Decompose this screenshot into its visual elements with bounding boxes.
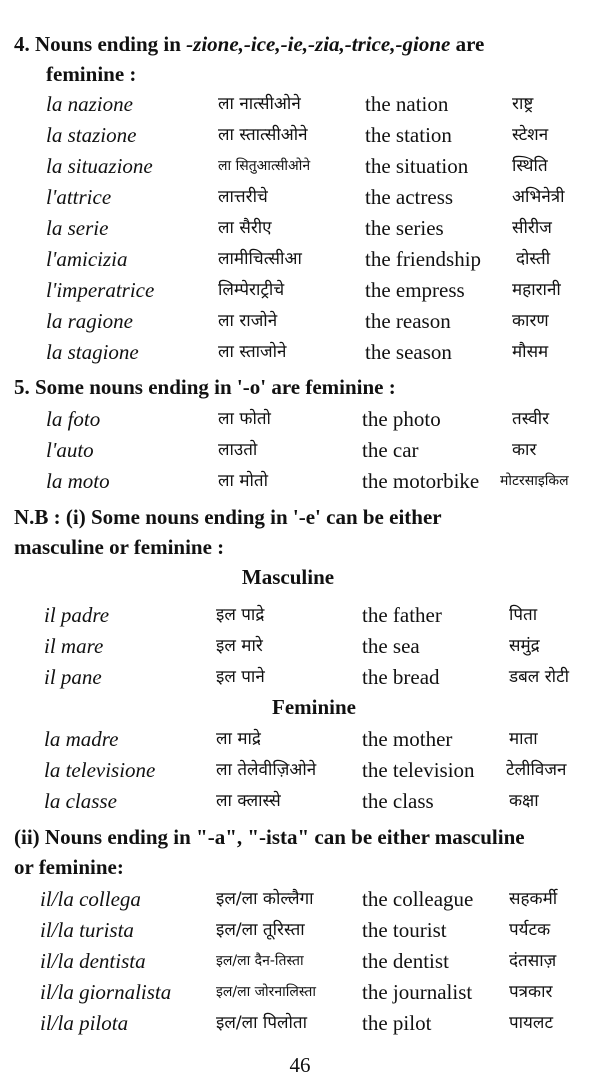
english-meaning: the pilot [362,1011,432,1035]
section-4-heading-line2: feminine : [46,62,137,86]
table-row [0,631,600,662]
hindi-translation: अभिनेत्री [512,187,565,207]
section-4-prefix: Nouns ending in [35,32,187,56]
table-row [0,915,600,946]
page-number: 46 [289,1053,311,1077]
hindi-translation: सीरीज [512,218,552,238]
hindi-pronunciation: ला स्तात्सीओने [218,125,308,145]
english-meaning: the reason [365,309,451,333]
hindi-pronunciation: ला सैरीए [218,218,272,238]
hindi-pronunciation: लाउतो [218,440,258,460]
hindi-translation: राष्ट्र [512,94,534,114]
italian-word: la serie [46,216,109,240]
english-meaning: the bread [362,665,440,689]
italian-word: l'attrice [46,185,112,209]
hindi-translation: पिता [509,605,538,625]
hindi-translation: तस्वीर [512,409,550,429]
section-4-number: 4. [14,32,30,56]
english-meaning: the season [365,340,452,364]
italian-word: la nazione [46,92,133,116]
hindi-translation: कक्षा [509,791,539,811]
table-row [0,213,600,244]
table-row [0,755,600,786]
table-row [0,724,600,755]
italian-word: il/la pilota [40,1011,129,1035]
english-meaning: the dentist [362,949,449,973]
english-meaning: the colleague [362,887,474,911]
english-meaning: the empress [365,278,465,302]
hindi-pronunciation: इल पाने [216,667,265,687]
table-row [0,120,600,151]
table-row [0,244,600,275]
table-row [0,275,600,306]
masculine-subheading: Masculine [241,565,335,589]
section-4-after: are [450,32,485,56]
table-row [0,182,600,213]
table-row [0,435,600,466]
table-row [0,337,600,368]
hindi-translation: पर्यटक [509,920,551,940]
section-5-heading: 5. Some nouns ending in '-o' are feminine : [14,375,396,399]
italian-word: il/la giornalista [40,980,172,1004]
english-meaning: the class [362,789,434,813]
section-4-heading [14,30,484,59]
english-meaning: the situation [365,154,469,178]
hindi-translation: महारानी [512,280,561,300]
english-meaning: the series [365,216,444,240]
italian-word: la situazione [46,154,153,178]
english-meaning: the car [362,438,419,462]
hindi-pronunciation: ला स्ताजोने [218,342,287,362]
hindi-pronunciation: इल/ला तूरिस्ता [216,920,305,940]
english-meaning: the station [365,123,452,147]
italian-word: la televisione [44,758,156,782]
italian-word: il padre [44,603,110,627]
section-ii-heading-line1: (ii) Nouns ending in "-a", "-ista" can be either masculine [14,825,525,849]
hindi-pronunciation: इल/ला दैन-तिस्ता [216,953,304,969]
hindi-pronunciation: लिम्पेराट्रीचे [218,280,285,300]
hindi-translation: दंतसाज़ [509,951,557,971]
table-row [0,600,600,631]
hindi-translation: सहकर्मी [509,889,558,909]
italian-word: il/la dentista [40,949,146,973]
hindi-pronunciation: ला नात्सीओने [218,94,301,114]
italian-word: la madre [44,727,119,751]
english-meaning: the photo [362,407,441,431]
table-row [0,151,600,182]
section-4-suffixes: -zione,-ice,-ie,-zia,-trice,-gione [186,32,451,56]
hindi-pronunciation: इल/ला पिलोता [216,1013,308,1033]
hindi-translation: पायलट [509,1013,554,1033]
nb-heading-line2: masculine or feminine : [14,535,225,559]
italian-word: l'auto [46,438,94,462]
table-row [0,89,600,120]
hindi-translation: स्थिति [512,156,548,176]
table-row [0,662,600,693]
hindi-translation: कारण [512,311,549,331]
hindi-translation: डबल रोटी [509,667,570,687]
english-meaning: the mother [362,727,453,751]
nb-heading-line1: N.B : (i) Some nouns ending in '-e' can be either [14,505,442,529]
hindi-translation: माता [509,729,538,749]
hindi-translation: पत्रकार [509,982,553,1002]
english-meaning: the television [362,758,475,782]
hindi-pronunciation: ला फोतो [218,409,271,429]
english-meaning: the father [362,603,442,627]
italian-word: l'imperatrice [46,278,155,302]
english-meaning: the actress [365,185,454,209]
italian-word: la stagione [46,340,139,364]
english-meaning: the journalist [362,980,473,1004]
italian-word: la stazione [46,123,137,147]
table-row [0,884,600,915]
english-meaning: the tourist [362,918,447,942]
italian-word: la foto [46,407,101,431]
table-row [0,946,600,977]
hindi-translation: दोस्ती [516,249,551,269]
italian-word: la ragione [46,309,133,333]
table-row [0,786,600,817]
italian-word: la moto [46,469,110,493]
hindi-pronunciation: ला मोतो [218,471,268,491]
italian-word: il mare [44,634,104,658]
feminine-subheading: Feminine [272,695,356,719]
table-row [0,404,600,435]
hindi-pronunciation: लामीचित्सीआ [218,249,302,269]
italian-word: il/la turista [40,918,134,942]
section-ii-heading-line2: or feminine: [14,855,124,879]
english-meaning: the friendship [365,247,482,271]
english-meaning: the sea [362,634,420,658]
table-row [0,1008,600,1039]
italian-word: il pane [44,665,102,689]
hindi-pronunciation: ला राजोने [218,311,278,331]
table-row [0,977,600,1008]
hindi-pronunciation: ला माद्रे [216,729,261,749]
hindi-pronunciation: इल/ला कोल्लैगा [216,889,314,909]
hindi-translation: टेलीविजन [506,760,567,780]
hindi-translation: कार [512,440,537,460]
italian-word: il/la collega [40,887,141,911]
hindi-translation: स्टेशन [512,125,549,145]
italian-word: l'amicizia [46,247,128,271]
english-meaning: the motorbike [362,469,480,493]
hindi-pronunciation: ला तेलेवीज़िओने [216,760,317,780]
hindi-pronunciation: ला क्लास्से [216,791,281,811]
hindi-pronunciation: इल पाद्रे [216,605,265,625]
english-meaning: the nation [365,92,449,116]
italian-word: la classe [44,789,117,813]
hindi-translation: मौसम [512,342,549,362]
hindi-pronunciation: ला सितुआत्सीओने [218,158,311,174]
hindi-translation: मोटरसाइकिल [500,473,569,489]
hindi-pronunciation: इल/ला जोरनालिस्ता [216,984,316,1000]
table-row [0,306,600,337]
hindi-translation: समुंद्र [509,636,540,656]
table-row [0,466,600,497]
hindi-pronunciation: इल मारे [216,636,263,656]
hindi-pronunciation: लात्तरीचे [218,187,268,207]
